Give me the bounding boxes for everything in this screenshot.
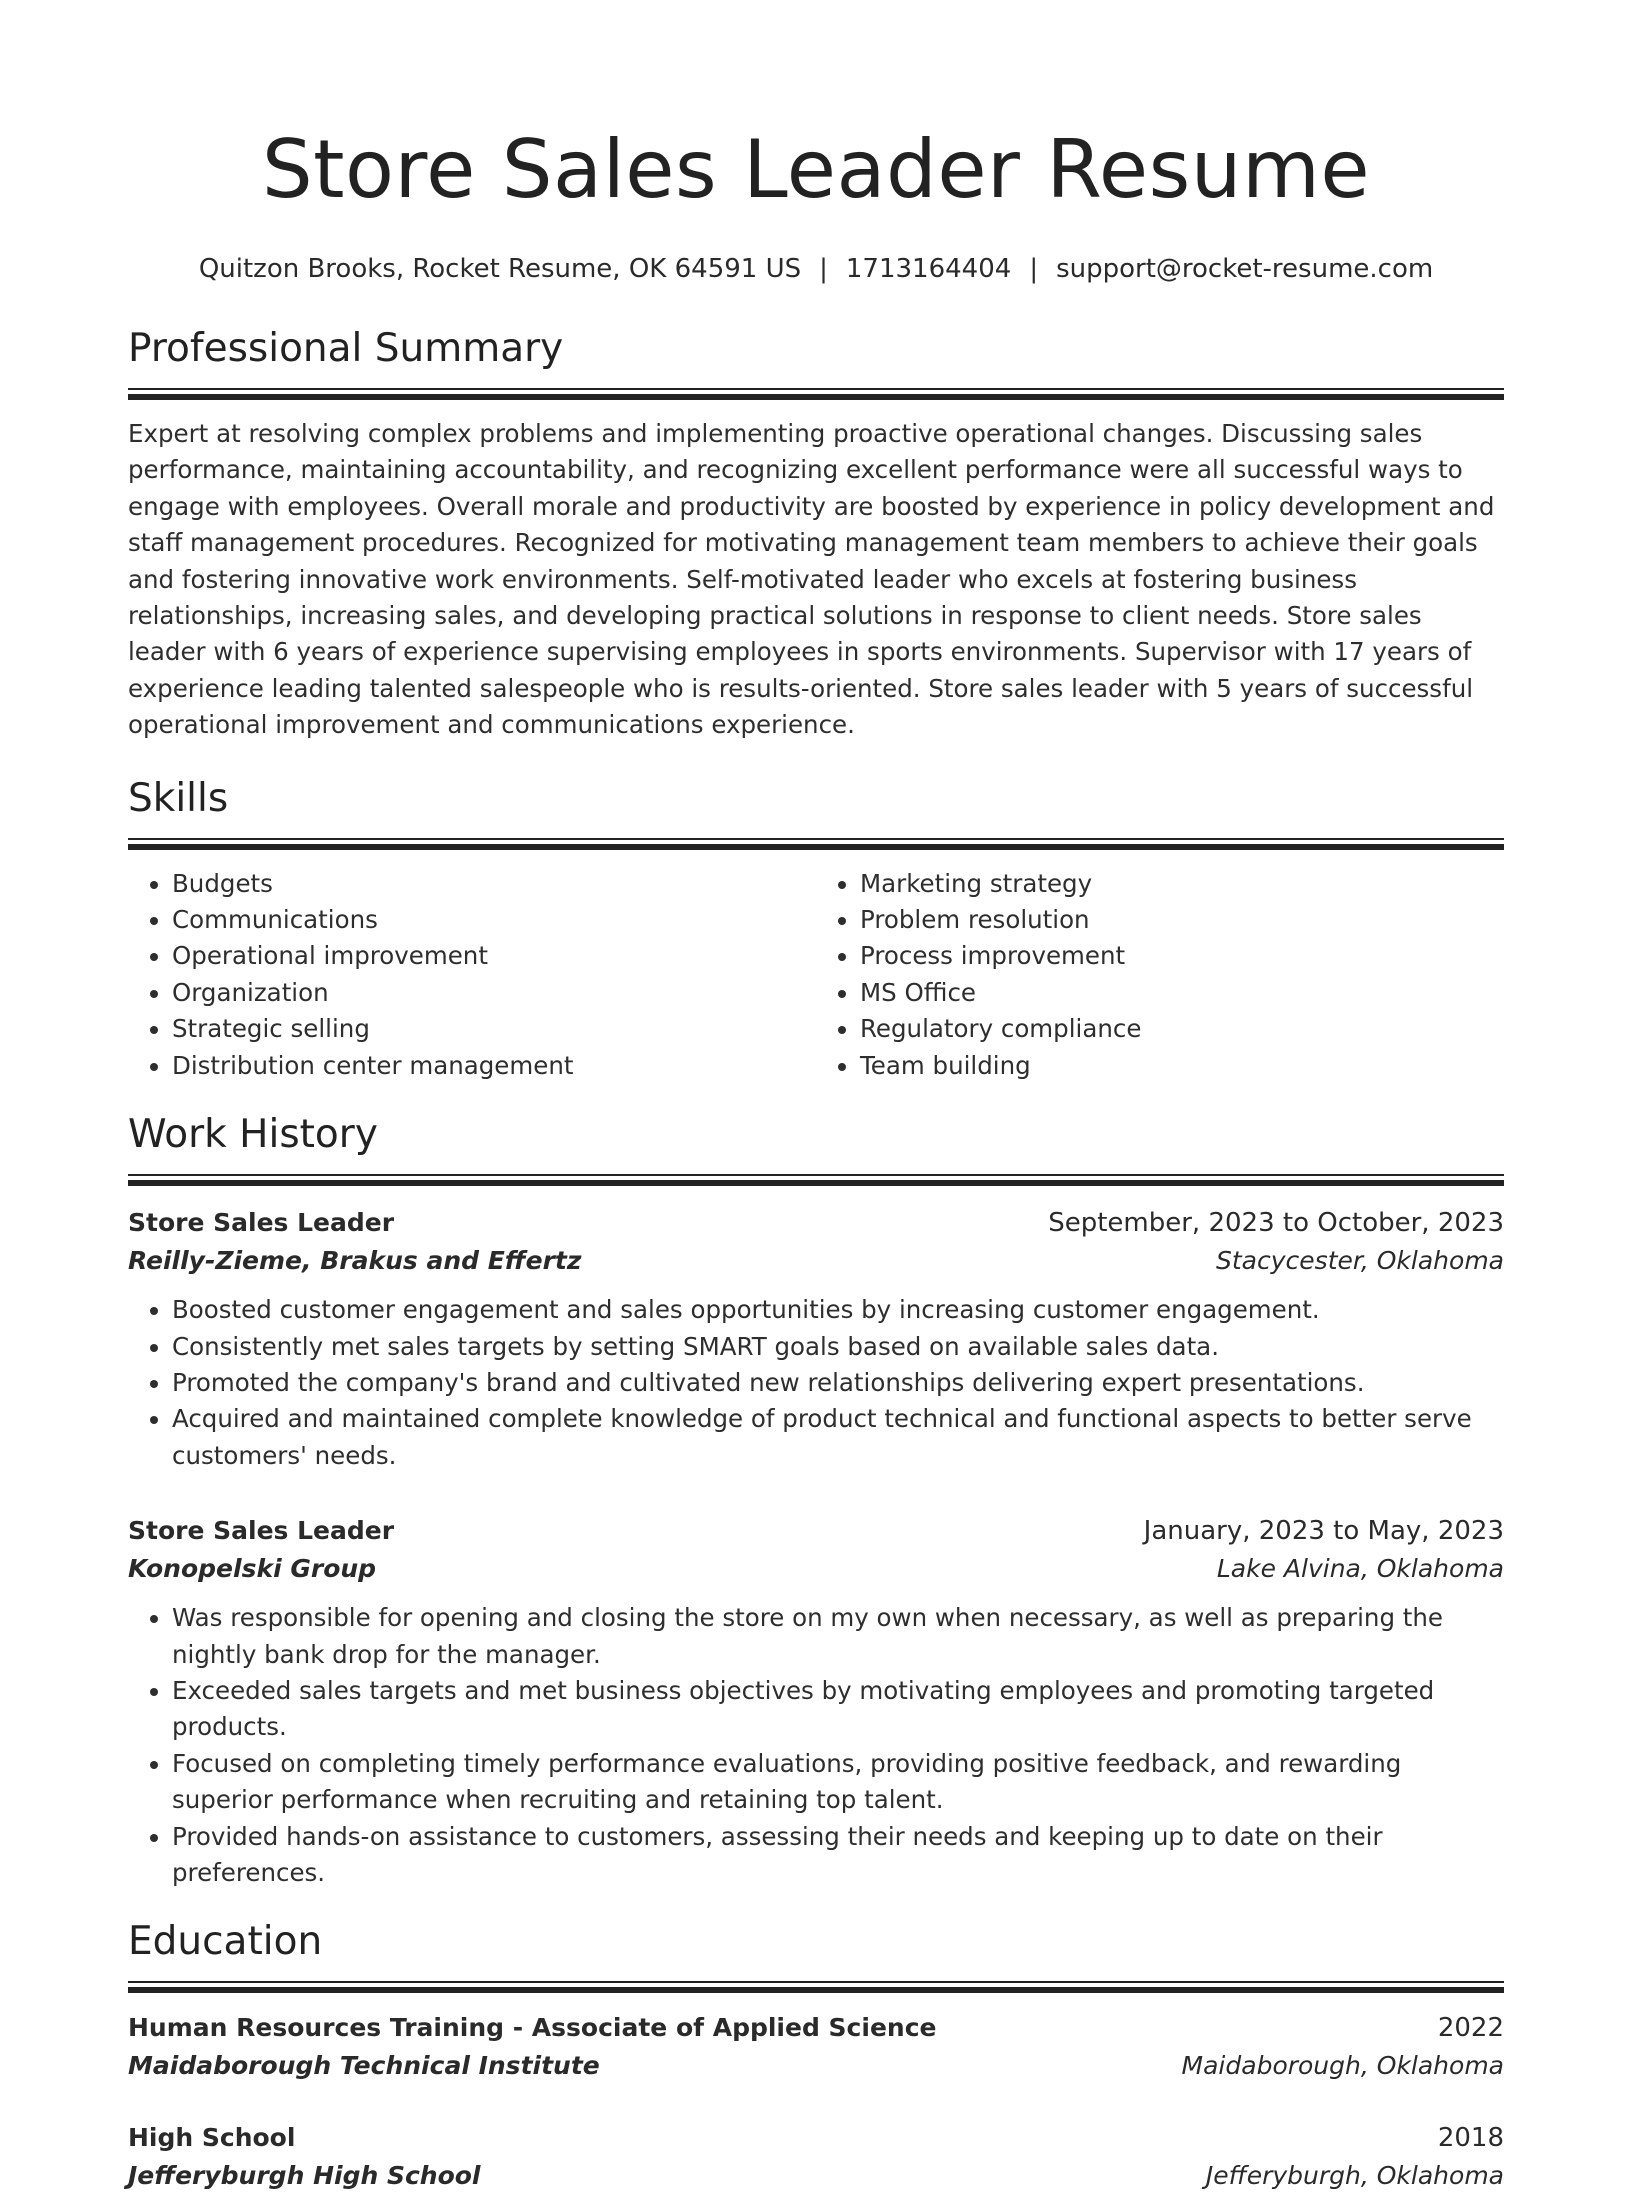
education-school: Maidaborough Technical Institute bbox=[128, 2051, 600, 2081]
education-entry bbox=[128, 2009, 1504, 2085]
skill-item: • Regulatory compliance bbox=[860, 1011, 1504, 1047]
skill-item: • Process improvement bbox=[860, 938, 1504, 974]
education-year: 2018 bbox=[1437, 2123, 1504, 2154]
skill-item: • Budgets bbox=[172, 866, 816, 902]
job-location: Stacycester, Oklahoma bbox=[1216, 1246, 1504, 1276]
education-heading: Education bbox=[128, 1919, 323, 1965]
job-bullet: • Acquired and maintained complete knowledge of product technical and functional aspects to better serve customers' needs. bbox=[172, 1401, 1504, 1474]
job-company: Reilly-Zieme, Brakus and Effertz bbox=[128, 1246, 582, 1276]
summary-text: Expert at resolving complex problems and implementing proactive operational changes. Discussing sales performance, maintaining accountability, and recognizing excellent performance were all successful ways to engage with employees. Overall morale and productivity are boosted by experience in policy development and staff management procedures. Recognized for motivating management team members to achieve their goals and fostering innovative work environments. Self-motivated leader who excels at fostering business relationships, increasing sales, and developing practical solutions in response to client needs. Store sales leader with 6 years of experience supervising employees in sports environments. Supervisor with 17 years of experience leading talented salespeople who is results-oriented. Store sales leader with 5 years of successful operational improvement and communications experience. bbox=[128, 419, 1495, 740]
skill-item: • Distribution center management bbox=[172, 1048, 816, 1084]
skill-item: • Operational improvement bbox=[172, 938, 816, 974]
job-location: Lake Alvina, Oklahoma bbox=[1216, 1554, 1504, 1584]
job-header-row bbox=[128, 1512, 1504, 1550]
job-bullet: • Provided hands-on assistance to customers, assessing their needs and keeping up to date on their preferences. bbox=[172, 1819, 1504, 1892]
skill-item: • Problem resolution bbox=[860, 902, 1504, 938]
skills-columns bbox=[128, 866, 1504, 1084]
education-degree: High School bbox=[128, 2123, 296, 2153]
job-bullets bbox=[128, 1292, 1504, 1474]
job-bullets bbox=[128, 1600, 1504, 1891]
contact-email: support@rocket-resume.com bbox=[1056, 254, 1434, 284]
job-title: Store Sales Leader bbox=[128, 1208, 395, 1238]
education-school: Jefferyburgh High School bbox=[128, 2161, 481, 2191]
skill-item: • Communications bbox=[172, 902, 816, 938]
job-bullet: • Focused on completing timely performance evaluations, providing positive feedback, and rewarding superior performance when recruiting and retaining top talent. bbox=[172, 1746, 1504, 1819]
education-school-row bbox=[128, 2157, 1504, 2195]
job-entry bbox=[128, 1204, 1504, 1474]
job-entry bbox=[128, 1512, 1504, 1891]
education-header-row bbox=[128, 2119, 1504, 2157]
job-bullet: • Was responsible for opening and closing the store on my own when necessary, as well as preparing the nightly bank drop for the manager. bbox=[172, 1600, 1504, 1673]
contact-phone: 1713164404 bbox=[845, 254, 1012, 284]
education-degree: Human Resources Training - Associate of Applied Science bbox=[128, 2013, 937, 2043]
summary-section bbox=[128, 324, 1504, 744]
section-divider bbox=[128, 1174, 1504, 1186]
job-company-row bbox=[128, 1550, 1504, 1588]
skill-item: • Organization bbox=[172, 975, 816, 1011]
summary-heading: Professional Summary bbox=[128, 326, 564, 371]
skills-heading: Skills bbox=[128, 775, 229, 821]
contact-separator: | bbox=[819, 254, 828, 284]
job-bullet: • Exceeded sales targets and met business objectives by motivating employees and promoting targeted products. bbox=[172, 1673, 1504, 1746]
section-divider bbox=[128, 838, 1504, 850]
education-location: Jefferyburgh, Oklahoma bbox=[1205, 2161, 1504, 2191]
skill-item: • Strategic selling bbox=[172, 1011, 816, 1047]
education-school-row bbox=[128, 2047, 1504, 2085]
skills-list-right bbox=[816, 866, 1504, 1084]
work-history-heading: Work History bbox=[128, 1112, 378, 1158]
education-section bbox=[128, 1917, 1504, 2195]
education-location: Maidaborough, Oklahoma bbox=[1181, 2051, 1504, 2081]
education-header-row bbox=[128, 2009, 1504, 2047]
job-bullet: • Boosted customer engagement and sales opportunities by increasing customer engagement. bbox=[172, 1292, 1504, 1328]
contact-line bbox=[128, 252, 1504, 286]
skill-item: • Team building bbox=[860, 1048, 1504, 1084]
education-year: 2022 bbox=[1437, 2013, 1504, 2044]
skill-item: • MS Office bbox=[860, 975, 1504, 1011]
resume-title: Store Sales Leader Resume bbox=[261, 123, 1371, 216]
work-history-section bbox=[128, 1110, 1504, 1891]
skills-list-left bbox=[128, 866, 816, 1084]
section-divider bbox=[128, 1981, 1504, 1993]
job-company-row bbox=[128, 1242, 1504, 1280]
job-header-row bbox=[128, 1204, 1504, 1242]
job-bullet: • Promoted the company's brand and cultivated new relationships delivering expert presentations. bbox=[172, 1365, 1504, 1401]
skills-section bbox=[128, 774, 1504, 1084]
job-dates: January, 2023 to May, 2023 bbox=[1143, 1516, 1504, 1547]
job-title: Store Sales Leader bbox=[128, 1516, 395, 1546]
job-bullet: • Consistently met sales targets by setting SMART goals based on available sales data. bbox=[172, 1329, 1504, 1365]
education-entry bbox=[128, 2119, 1504, 2195]
section-divider bbox=[128, 388, 1504, 400]
skill-item: • Marketing strategy bbox=[860, 866, 1504, 902]
contact-address: Quitzon Brooks, Rocket Resume, OK 64591 US bbox=[198, 254, 802, 284]
job-dates: September, 2023 to October, 2023 bbox=[1048, 1208, 1504, 1239]
contact-separator: | bbox=[1029, 254, 1039, 284]
job-company: Konopelski Group bbox=[128, 1554, 377, 1584]
